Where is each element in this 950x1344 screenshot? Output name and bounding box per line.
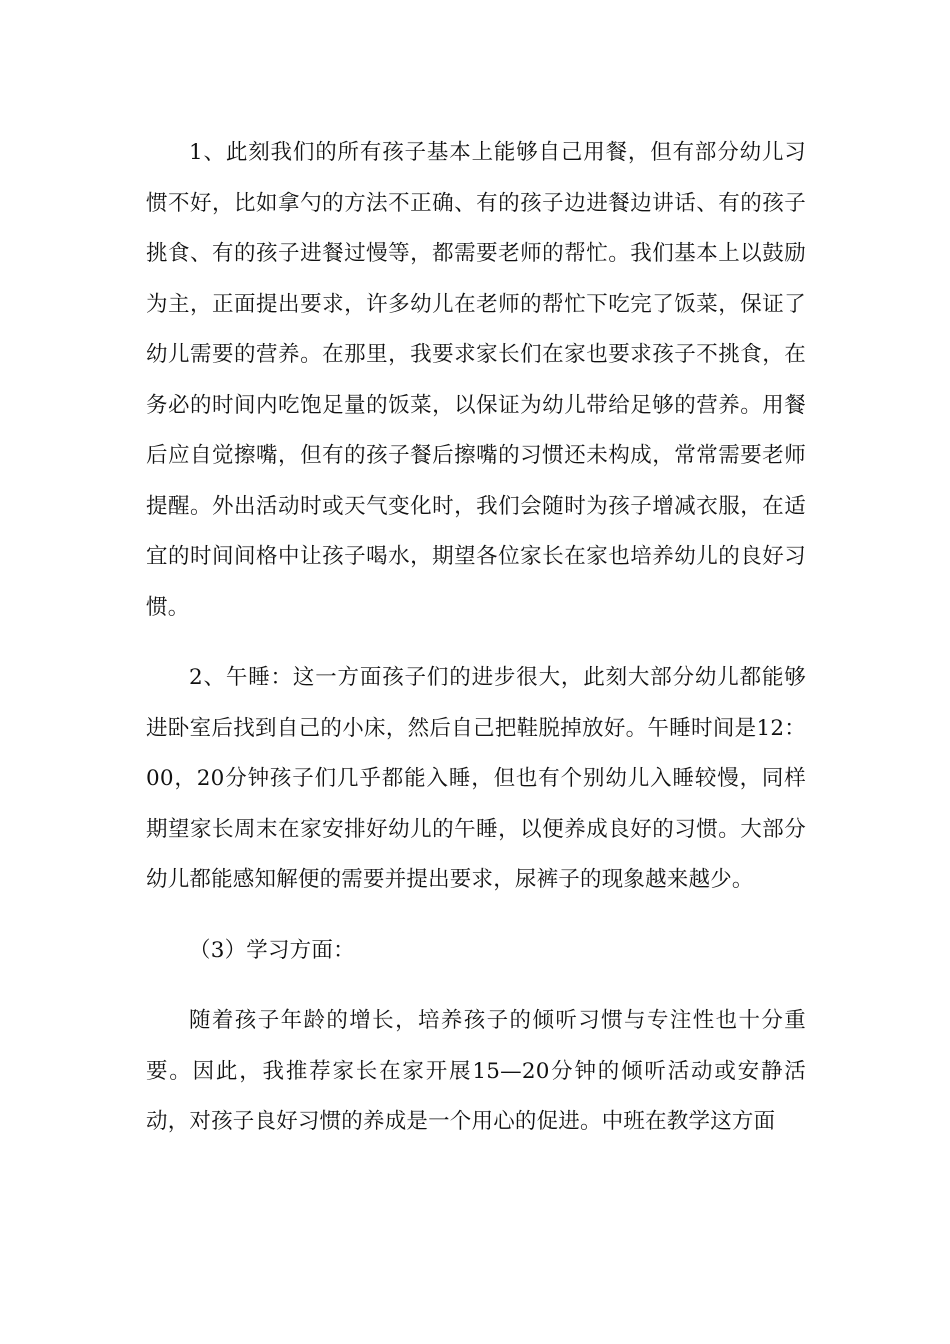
paragraph-gap <box>146 633 806 653</box>
paragraph-learning: 随着孩子年龄的增长，培养孩子的倾听习惯与专注性也十分重要。因此，我推荐家长在家开展15—20分钟的倾听活动或安静活动，对孩子良好习惯的养成是一个用心的促进。中班在教学这方面 <box>146 1008 806 1134</box>
section-heading-learning: （3）学习方面： <box>189 937 355 963</box>
document-body <box>146 128 806 1148</box>
paragraph-meals: 1、此刻我们的所有孩子基本上能够自己用餐，但有部分幼儿习惯不好，比如拿勺的方法不正确、有的孩子边进餐边讲话、有的孩子挑食、有的孩子进餐过慢等，都需要老师的帮忙。我们基本上以鼓励为主，正面提出要求，许多幼儿在老师的帮忙下吃完了饭菜，保证了幼儿需要的营养。在那里，我要求家长们在家也要求孩子不挑食，在务必的时间内吃饱足量的饭菜，以保证为幼儿带给足够的营养。用餐后应自觉擦嘴，但有的孩子餐后擦嘴的习惯还未构成，常常需要老师提醒。外出活动时或天气变化时，我们会随时为孩子增减衣服，在适宜的时间间格中让孩子喝水，期望各位家长在家也培养幼儿的良好习惯。 <box>146 140 806 620</box>
paragraph-nap: 2、午睡：这一方面孩子们的进步很大，此刻大部分幼儿都能够进卧室后找到自己的小床，然后自己把鞋脱掉放好。午睡时间是12：00，20分钟孩子们几乎都能入睡，但也有个别幼儿入睡较慢，同样期望家长周末在家安排好幼儿的午睡，以便养成良好的习惯。大部分幼儿都能感知解便的需要并提出要求，尿裤子的现象越来越少。 <box>146 665 806 892</box>
paragraph-gap <box>146 906 806 926</box>
paragraph-gap <box>146 976 806 996</box>
